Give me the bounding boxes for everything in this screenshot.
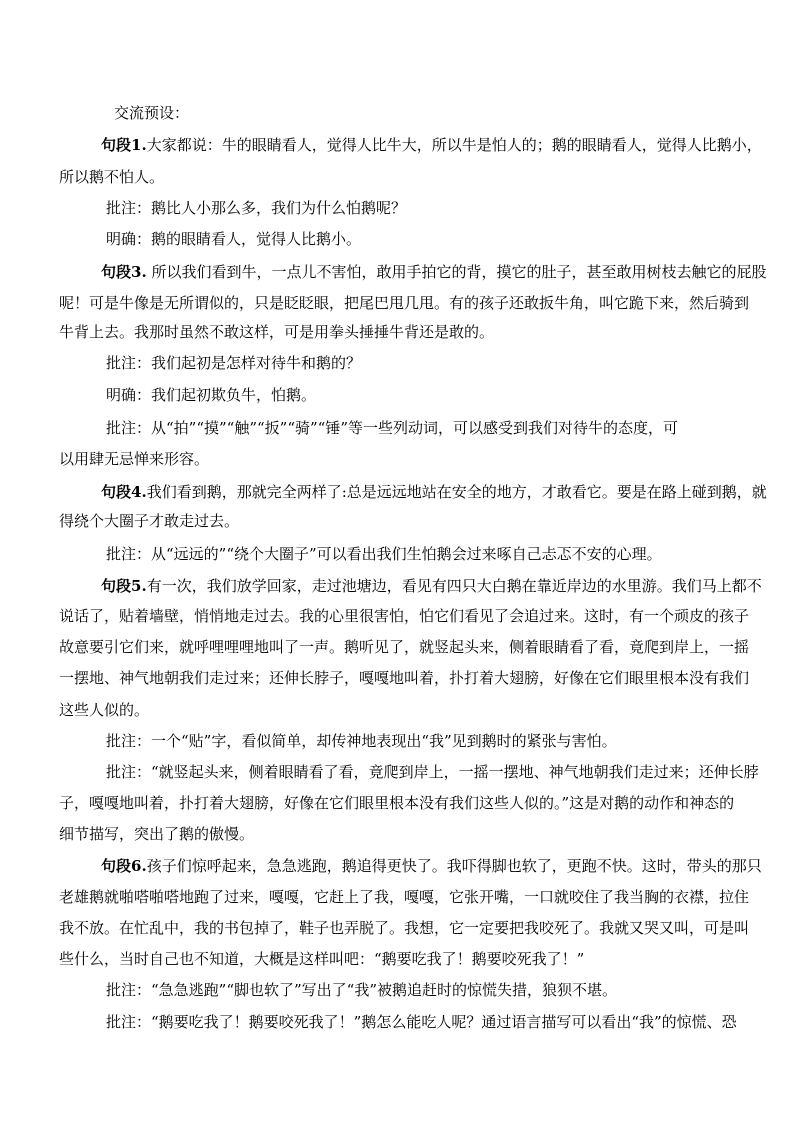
passage-number: 6. (131, 857, 147, 875)
passage-5-note-2-line-1: 批注：“就竖起头来，侧着眼睛看了看，竟爬到岸上，一摇一摆地、神气地朝我们走过来；还伸长脖 (106, 763, 759, 781)
passage-text: 有一次，我们放学回家，走过池塘边，看见有四只大白鹅在靠近岸边的水里游。我们马上都不 (146, 577, 762, 595)
passage-1-note: 批注：鹅比人小那么多，我们为什么怕鹅呢？ (106, 199, 407, 217)
passage-5-note: 批注：一个“贴”字，看似简单，却传神地表现出“我”见到鹅时的紧张与害怕。 (106, 732, 617, 750)
passage-number: 1. (131, 136, 147, 154)
passage-text: 孩子们惊呼起来，急急逃跑，鹅追得更快了。我吓得脚也软了，更跑不快。这时，带头的那只 (146, 857, 762, 875)
passage-3-line-2: 呢！可是牛像是无所谓似的，只是眨眨眼，把尾巴甩几甩。有的孩子还敢扳牛角，叫它跪下来，然后骑到 (59, 294, 750, 312)
passage-3-line-3: 牛背上去。我那时虽然不敢这样，可是用拳头捶捶牛背还是敢的。 (59, 323, 495, 341)
passage-label: 句段 (101, 136, 132, 154)
passage-label: 句段 (101, 857, 132, 875)
passage-3-note-2-line-1: 批注：从“拍”“摸”“触”“扳”“骑”“锤”等一些列动词，可以感受到我们对待牛的态度，可 (106, 419, 679, 437)
passage-label: 句段 (101, 483, 132, 501)
passage-6-note: 批注：“急急逃跑”“脚也软了”写出了“我”被鹅追赶时的惊慌失措，狼狈不堪。 (106, 981, 618, 999)
passage-1-line-2: 所以鹅不怕人。 (59, 168, 165, 186)
passage-text: 我们看到鹅，那就完全两样了:总是远远地站在安全的地方，才敢看它。要是在路上碰到鹅，就 (146, 483, 767, 501)
passage-3-note-2-line-2: 以用肆无忌惮来形容。 (59, 450, 210, 468)
passage-5-line-3: 故意要引它们来，就呼哩哩哩地叫了一声。鹅听见了，就竖起头来，侧着眼睛看了看，竟爬到岸上，一摇 (59, 638, 750, 656)
passage-number: 4. (131, 483, 147, 501)
passage-text: 所以我们看到牛，一点儿不害怕，敢用手拍它的背，摸它的肚子，甚至敢用树枝去触它的屁股 (151, 263, 767, 281)
passage-5-line-1 (101, 576, 794, 596)
passage-3-line-1 (101, 262, 794, 282)
passage-1-clarify: 明确：鹅的眼睛看人，觉得人比鹅小。 (106, 230, 362, 248)
passage-number: 3. (131, 263, 147, 281)
passage-1-line-1 (101, 135, 794, 155)
passage-6-line-1 (101, 856, 794, 876)
passage-3-clarify: 明确：我们起初欺负牛，怕鹅。 (106, 386, 317, 404)
passage-3-note: 批注：我们起初是怎样对待牛和鹅的？ (106, 354, 362, 372)
passage-6-note-2: 批注：“鹅要吃我了！鹅要咬死我了！”鹅怎么能吃人呢？通过语言描写可以看出“我”的惊慌、恐 (106, 1013, 737, 1031)
passage-5-line-2: 说话了，贴着墙壁，悄悄地走过去。我的心里很害怕，怕它们看见了会追过来。这时，有一个顽皮的孩子 (59, 607, 750, 625)
section-heading: 交流预设： (114, 104, 190, 122)
passage-5-note-2-line-3: 细节描写，突出了鹅的傲慢。 (59, 825, 255, 843)
passage-6-line-4: 些什么，当时自己也不知道，大概是这样叫吧：“鹅要吃我了！鹅要咬死我了！” (59, 950, 585, 968)
passage-5-line-5: 这些人似的。 (59, 701, 150, 719)
passage-5-line-4: 一摆地、神气地朝我们走过来；还伸长脖子，嘎嘎地叫着，扑打着大翅膀，好像在它们眼里根本没有我们 (59, 669, 750, 687)
passage-text: 大家都说：牛的眼睛看人，觉得人比牛大，所以牛是怕人的；鹅的眼睛看人，觉得人比鹅小， (146, 136, 762, 154)
passage-number: 5. (131, 577, 147, 595)
passage-label: 句段 (101, 577, 132, 595)
passage-5-note-2-line-2: 子，嘎嘎地叫着，扑打着大翅膀，好像在它们眼里根本没有我们这些人似的。”这是对鹅的动作和神态的 (59, 794, 735, 812)
passage-6-line-3: 我不放。在忙乱中，我的书包掉了，鞋子也弄脱了。我想，它一定要把我咬死了。我就又哭又叫，可是叫 (59, 919, 750, 937)
passage-6-line-2: 老雄鹅就啪嗒啪嗒地跑了过来，嘎嘎，它赶上了我，嘎嘎，它张开嘴，一口就咬住了我当胸的衣襟，拉住 (59, 888, 750, 906)
passage-4-line-1 (101, 482, 794, 502)
passage-4-line-2: 得绕个大圈子才敢走过去。 (59, 512, 240, 530)
passage-4-note: 批注：从“远远的”“绕个大圈子”可以看出我们生怕鹅会过来啄自己忐忑不安的心理。 (106, 545, 662, 563)
passage-label: 句段 (101, 263, 132, 281)
